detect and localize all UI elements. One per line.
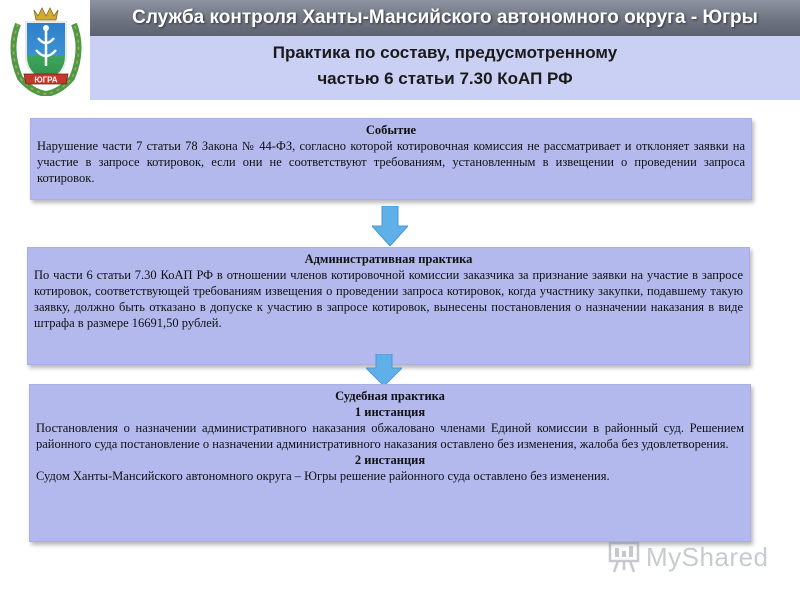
coat-of-arms-icon [6,4,86,96]
page-title-line-2: частью 6 статьи 7.30 КоАП РФ [317,69,573,88]
event-title: Событие [365,123,417,137]
page-header-title: Служба контроля Ханты-Мансийского автономного округа - Югры [132,7,758,28]
header-band [90,0,800,36]
event-text: Нарушение части 7 статьи 78 Закона № 44-ФЗ, согласно которой котировочная комиссия не рассматривает и отклоняет заявки на участие в запросе котировок, если они не соответствуют требованиям, установленным в извещении о проведении запроса котировок. [37,139,745,185]
presentation-board-icon [606,539,642,575]
watermark [606,537,776,577]
second-instance-label: 2 инстанция [354,453,426,467]
page-title-line-1: Практика по составу, предусмотренному [272,43,618,62]
court-practice-box [29,384,751,542]
admin-practice-box [27,247,750,365]
arrow-down-icon [372,206,408,246]
admin-practice-title: Административная практика [304,252,473,266]
page-title [90,40,800,92]
event-box [30,118,752,200]
admin-practice-text: По части 6 статьи 7.30 КоАП РФ в отношении членов котировочной комиссии заказчика за признание заявки на участие в запросе котировок, соответствующей требованиям извещения о проведении запроса котировок, когда участнику закупки, подавшему такую заявку, должно быть отказано в допуске к участию в запросе котировок, вынесены постановления о назначении наказания в виде штрафа в размере 16691,50 рублей. [34,268,743,330]
subheader-band [90,36,800,100]
arrow-down-icon [366,354,402,386]
first-instance-label: 1 инстанция [354,405,426,419]
court-practice-title: Судебная практика [335,389,445,403]
emblem-label: ЮГРА [34,75,58,85]
second-instance-text: Судом Ханты-Мансийского автономного округа – Югры решение районного суда оставлено без изменения. [36,469,610,483]
watermark-text: MyShared [646,541,769,572]
first-instance-text: Постановления о назначении административного наказания обжаловано членами Единой комиссии в районный суд. Решением районного суда постановление о назначении административного наказания оставлено без изменения, жалоба без удовлетворения. [36,421,744,451]
